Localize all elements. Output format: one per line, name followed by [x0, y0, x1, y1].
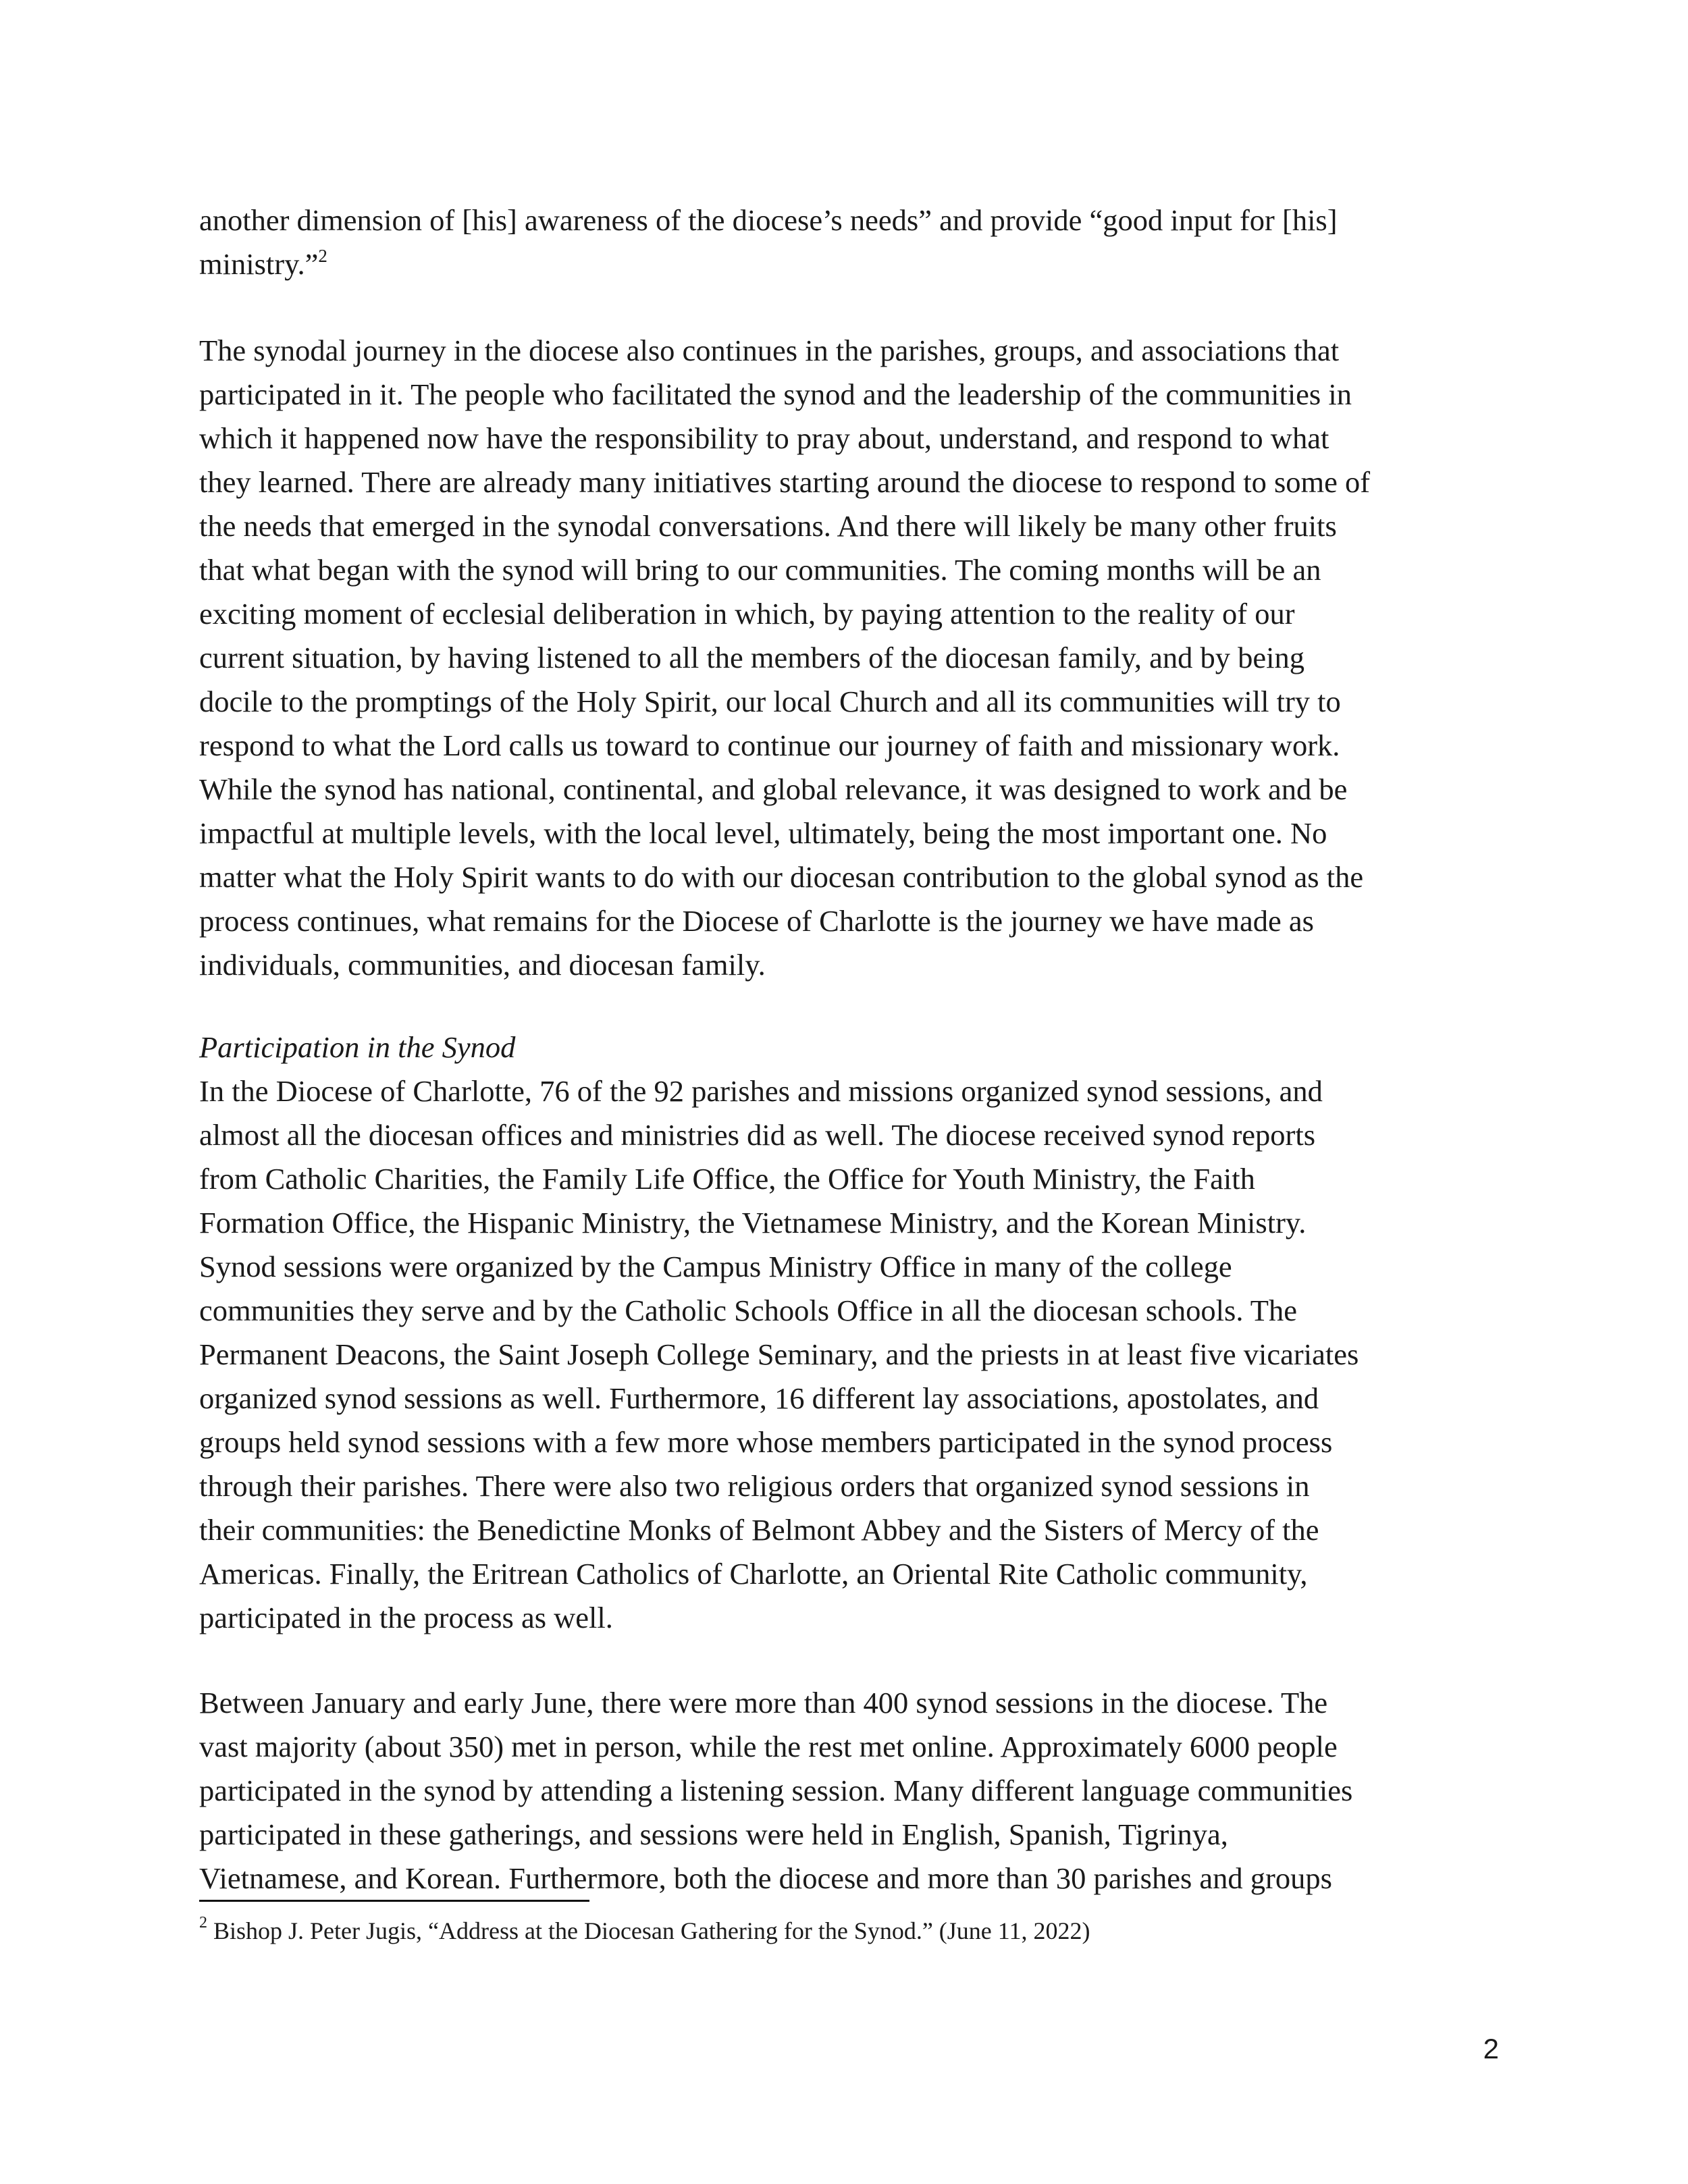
continuation-text: another dimension of [his] awareness of the diocese’s needs” and provide “good input for [his] ministry.” [199, 203, 1338, 281]
footnote-number: 2 [199, 1914, 207, 1932]
footnote [199, 1914, 1502, 1948]
synodal-journey-paragraph [199, 329, 1502, 987]
footnote-text: Bishop J. Peter Jugis, “Address at the Diocesan Gathering for the Synod.” (June 11, 2022) [213, 1917, 1090, 1944]
section-heading [199, 1026, 1502, 1069]
page-number: 2 [1483, 2033, 1499, 2065]
continuation-paragraph [199, 198, 1502, 286]
footnote-reference: 2 [318, 246, 327, 267]
participation-text: In the Diocese of Charlotte, 76 of the 92 parishes and missions organized synod sessions, and almost all the diocesan offices and ministries did as well. The diocese received synod reports from Catholic Charities, the Family Life Office, the Office for Youth Ministry, the Faith Formation Office, the Hispanic Ministry, the Vietnamese Ministry, and the Korean Ministry. Synod sessions were organized by the Campus Ministry Office in many of the college communities they serve and by the Catholic Schools Office in all the diocesan schools. The Permanent Deacons, the Saint Joseph College Seminary, and the priests in at least five vicariates organized synod sessions as well. Furthermore, 16 different lay associations, apostolates, and groups held synod sessions with a few more whose members participated in the synod process through their parishes. There were also two religious orders that organized synod sessions in their communities: the Benedictine Monks of Belmont Abbey and the Sisters of Mercy of the Americas. Finally, the Eritrean Catholics of Charlotte, an Oriental Rite Catholic community, participated in the process as well. [199, 1074, 1359, 1634]
sessions-paragraph [199, 1681, 1502, 1900]
footnote-divider [199, 1900, 589, 1902]
section-heading-text: Participation in the Synod [199, 1030, 516, 1064]
participation-paragraph [199, 1069, 1502, 1640]
synodal-journey-text: The synodal journey in the diocese also continues in the parishes, groups, and associations that participated in it. The people who facilitated the synod and the leadership of the communities in which it happened now have the responsibility to pray about, understand, and respond to what they learned. There are already many initiatives starting around the diocese to respond to some of the needs that emerged in the synodal conversations. And there will likely be many other fruits that what began with the synod will bring to our communities. The coming months will be an exciting moment of ecclesial deliberation in which, by paying attention to the reality of our current situation, by having listened to all the members of the diocesan family, and by being docile to the promptings of the Holy Spirit, our local Church and all its communities will try to respond to what the Lord calls us toward to continue our journey of faith and missionary work. While the synod has national, continental, and global relevance, it was designed to work and be impactful at multiple levels, with the local level, ultimately, being the most important one. No matter what the Holy Spirit wants to do with our diocesan contribution to the global synod as the process continues, what remains for the Diocese of Charlotte is the journey we have made as individuals, communities, and diocesan family. [199, 334, 1371, 982]
sessions-text: Between January and early June, there were more than 400 synod sessions in the diocese. The vast majority (about 350) met in person, while the rest met online. Approximately 6000 people participated in the synod by attending a listening session. Many different language communities participated in these gatherings, and sessions were held in English, Spanish, Tigrinya, Vietnamese, and Korean. Furthermore, both the diocese and more than 30 parishes and groups [199, 1686, 1353, 1895]
